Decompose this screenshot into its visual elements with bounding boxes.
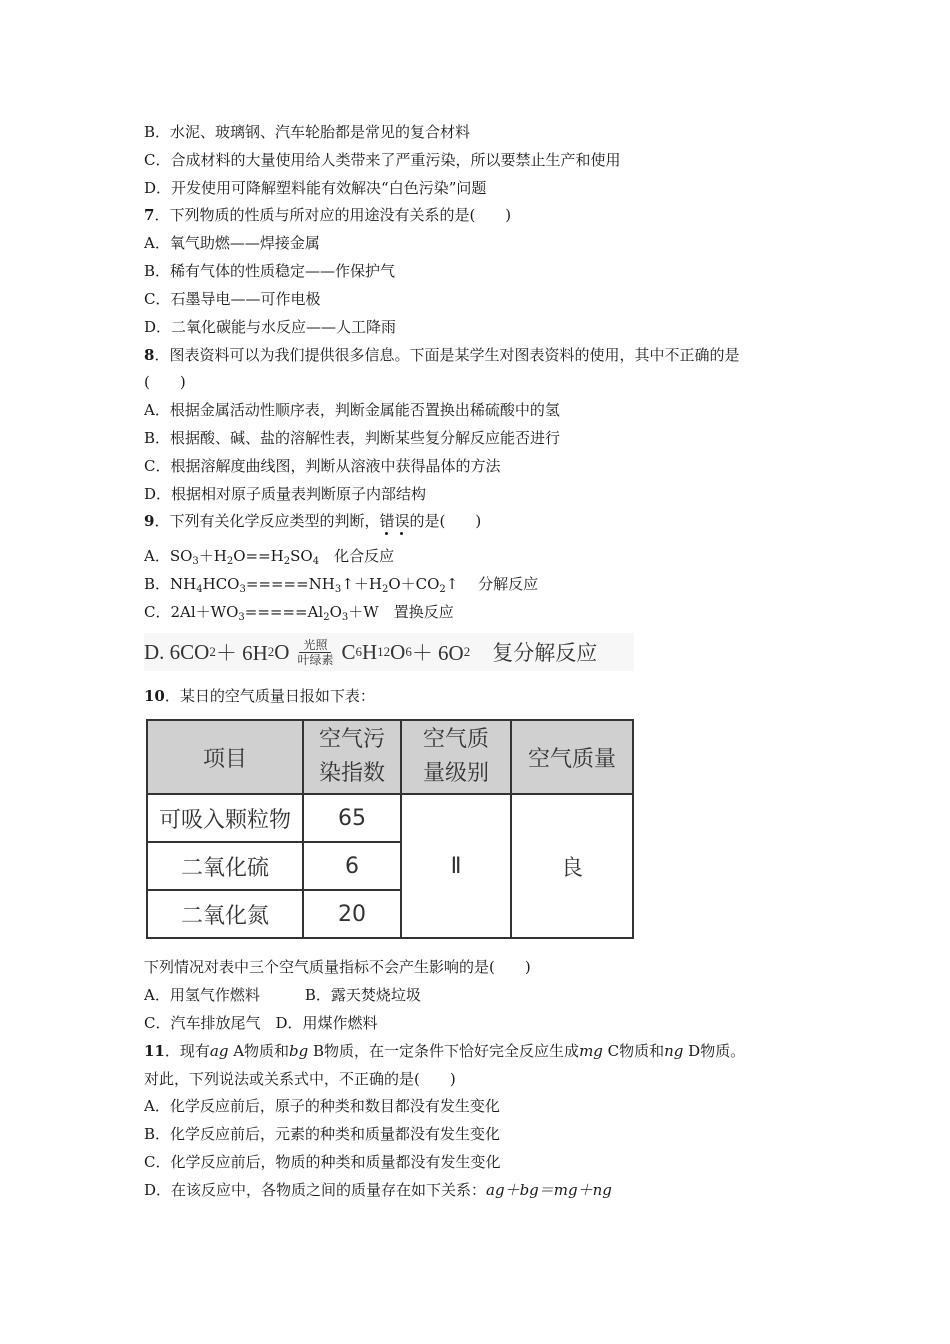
header-item: 项目 <box>147 720 303 794</box>
row-index: 65 <box>303 794 401 842</box>
q10-options-cd: C．汽车排放尾气 D．用煤作燃料 <box>144 1014 378 1032</box>
air-quality-table <box>146 719 634 939</box>
q11-option-c: C．化学反应前后，物质的种类和质量都没有发生变化 <box>144 1153 501 1171</box>
q7-option-c: C．石墨导电——可作电极 <box>144 290 321 308</box>
q8-option-b: B．根据酸、碱、盐的溶解性表，判断某些复分解反应能否进行 <box>144 429 561 447</box>
q10-options-ab: A．用氢气作燃料 B．露天焚烧垃圾 <box>144 986 421 1004</box>
q8-stem-text: ．图表资料可以为我们提供很多信息。下面是某学生对图表资料的使用，其中不正确的是 <box>154 346 740 364</box>
row-index: 6 <box>303 842 401 890</box>
header-index: 空气污 染指数 <box>303 720 401 794</box>
q7-option-a: A．氧气助燃——焊接金属 <box>144 234 320 252</box>
row-item: 可吸入颗粒物 <box>147 794 303 842</box>
table-header-row <box>147 720 633 794</box>
q11-option-b: B．化学反应前后，元素的种类和质量都没有发生变化 <box>144 1125 501 1143</box>
q9-option-d-equation: D. 6CO 2 ＋ 6H 2 O $\frac{\text{光照}}{\text{叶绿素}}$ C 6 H 12 O 6 ＋ 6O 2 复分解反应 <box>144 633 634 671</box>
q6-option-b: B．水泥、玻璃钢、汽车轮胎都是常见的复合材料 <box>144 123 471 141</box>
q6-option-d: D．开发使用可降解塑料能有效解决“白色污染”问题 <box>144 179 487 197</box>
header-quality: 空气质量 <box>511 720 633 794</box>
q9-emphasis-2: 误 <box>394 512 410 530</box>
row-index: 20 <box>303 890 401 938</box>
q9-stem <box>144 511 481 531</box>
q6-option-c: C．合成材料的大量使用给人类带来了严重污染，所以要禁止生产和使用 <box>144 151 621 169</box>
q9-option-a: A．$SO_3+H_2O==H_2SO_4$ 化合反应 <box>144 547 395 567</box>
q8-option-d: D．根据相对原子质量表判断原子内部结构 <box>144 485 427 503</box>
q11-number: 11 <box>144 1042 165 1060</box>
q11-option-a: A．化学反应前后，原子的种类和数目都没有发生变化 <box>144 1097 500 1115</box>
q9-d-reaction-type: 复分解反应 <box>492 641 598 665</box>
q8-stem <box>144 345 739 365</box>
row-item: 二氧化氮 <box>147 890 303 938</box>
row-item: 二氧化硫 <box>147 842 303 890</box>
q8-paren: ( ) <box>144 373 186 391</box>
q8-number: 8 <box>144 346 155 364</box>
q9-option-c: C．$2Al+WO_3=====Al_2O_3+W$ 置换反应 <box>144 603 454 623</box>
q9-stem-pre: ．下列有关化学反应类型的判断， <box>154 512 380 530</box>
q7-stem-text: ．下列物质的性质与所对应的用途没有关系的是( ) <box>154 206 512 224</box>
header-level: 空气质 量级别 <box>401 720 511 794</box>
q9-emphasis-1: 错 <box>379 512 395 530</box>
q9-stem-post: 的是( ) <box>409 512 482 530</box>
q8-option-c: C．根据溶解度曲线图，判断从溶液中获得晶体的方法 <box>144 457 501 475</box>
reaction-condition: $\frac{\text{光照}}{\text{叶绿素}}$ <box>297 637 334 667</box>
q11-stem: 11．现有ag A物质和bg B物质，在一定条件下恰好完全反应生成mg C物质和ng D物质。 <box>144 1042 746 1060</box>
q10-stem-text: ．某日的空气质量日报如下表： <box>164 687 375 705</box>
q9-number: 9 <box>144 512 155 530</box>
q7-option-d: D．二氧化碳能与水反应——人工降雨 <box>144 318 397 336</box>
q7-stem <box>144 205 511 225</box>
q10-stem <box>144 686 375 706</box>
q8-option-a: A．根据金属活动性顺序表，判断金属能否置换出稀硫酸中的氢 <box>144 401 560 419</box>
q7-option-b: B．稀有气体的性质稳定——作保护气 <box>144 262 396 280</box>
table-row <box>147 794 633 842</box>
q11-stem-line2: 对此，下列说法或关系式中，不正确的是( ) <box>144 1070 456 1088</box>
q10-number: 10 <box>144 687 165 705</box>
q10-question: 下列情况对表中三个空气质量指标不会产生影响的是( ) <box>144 958 531 976</box>
q7-number: 7 <box>144 206 155 224</box>
quality-cell: 良 <box>511 794 633 938</box>
level-cell: Ⅱ <box>401 794 511 938</box>
q9-option-b: B．$NH_4HCO_3=====NH_3↑+H_2O+CO_2↑$ 分解反应 <box>144 575 539 595</box>
q11-option-d: D．在该反应中，各物质之间的质量存在如下关系：ag＋bg＝mg＋ng <box>144 1181 612 1199</box>
